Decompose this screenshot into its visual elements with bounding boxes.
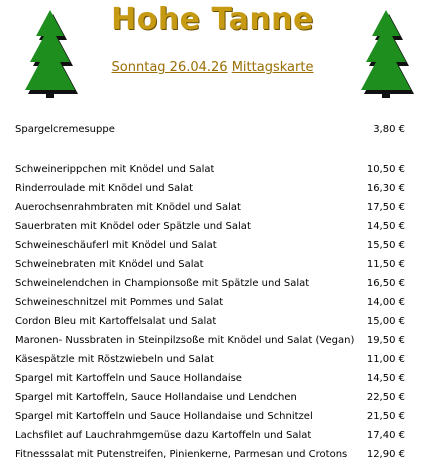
menu-item	[15, 370, 405, 388]
menu-item	[15, 218, 405, 236]
item-price: 19,50 €	[366, 335, 405, 346]
menu-item	[15, 161, 405, 179]
item-name: Schweineschäuferl mit Knödel und Salat	[15, 240, 217, 251]
item-name: Schweinebraten mit Knödel und Salat	[15, 259, 204, 270]
item-price: 3,80 €	[373, 124, 405, 135]
item-name: Maronen- Nussbraten in Steinpilzsoße mit Knödel und Salat (Vegan)	[15, 335, 355, 346]
item-name: Lachsfilet auf Lauchrahmgemüse dazu Kartoffeln und Salat	[15, 430, 312, 441]
item-price: 17,50 €	[366, 202, 405, 213]
page-title: Hohe Tanne	[111, 2, 314, 37]
item-price: 21,50 €	[366, 411, 405, 422]
item-name: Cordon Bleu mit Kartoffelsalat und Salat	[15, 316, 217, 327]
menu-item	[15, 199, 405, 217]
menu-item	[15, 408, 405, 426]
menu-label: Mittagskarte	[231, 60, 314, 75]
item-name: Fitnesssalat mit Putenstreifen, Pinienkerne, Parmesan und Crotons	[15, 449, 348, 460]
item-price: 12,90 €	[366, 449, 405, 460]
item-name: Käsespätzle mit Röstzwiebeln und Salat	[15, 354, 214, 365]
menu-subtitle	[0, 60, 425, 75]
menu-item	[15, 389, 405, 407]
item-name: Schweinerippchen mit Knödel und Salat	[15, 164, 215, 175]
item-price: 15,00 €	[366, 316, 405, 327]
menu-item	[15, 427, 405, 445]
menu-item	[15, 446, 405, 464]
item-price: 17,40 €	[366, 430, 405, 441]
item-name: Auerochsenrahmbraten mit Knödel und Salat	[15, 202, 241, 213]
item-price: 14,50 €	[366, 373, 405, 384]
item-price: 16,50 €	[366, 278, 405, 289]
item-price: 15,50 €	[366, 240, 405, 251]
menu-item	[15, 294, 405, 312]
menu-item	[15, 180, 405, 198]
item-name: Spargel mit Kartoffeln und Sauce Hollandaise	[15, 373, 242, 384]
menu-item	[15, 275, 405, 293]
item-name: Schweinelendchen in Championsoße mit Spätzle und Salat	[15, 278, 310, 289]
menu-date: Sonntag 26.04.26	[111, 60, 228, 75]
item-name: Sauerbraten mit Knödel oder Spätzle und Salat	[15, 221, 251, 232]
menu-item	[15, 332, 405, 350]
item-name: Spargelcremesuppe	[15, 124, 115, 135]
item-price: 11,50 €	[366, 259, 405, 270]
menu-item	[15, 256, 405, 274]
item-price: 10,50 €	[366, 164, 405, 175]
item-price: 14,50 €	[366, 221, 405, 232]
menu-item	[15, 313, 405, 331]
item-name: Schweineschnitzel mit Pommes und Salat	[15, 297, 224, 308]
item-name: Rinderroulade mit Knödel und Salat	[15, 183, 194, 194]
item-name: Spargel mit Kartoffeln, Sauce Hollandaise und Lendchen	[15, 392, 297, 403]
soup-item	[15, 121, 405, 139]
item-price: 11,00 €	[366, 354, 405, 365]
item-price: 22,50 €	[366, 392, 405, 403]
item-price: 16,30 €	[366, 183, 405, 194]
item-price: 14,00 €	[366, 297, 405, 308]
menu-item	[15, 351, 405, 369]
item-name: Spargel mit Kartoffeln und Sauce Hollandaise und Schnitzel	[15, 411, 313, 422]
menu-item	[15, 237, 405, 255]
